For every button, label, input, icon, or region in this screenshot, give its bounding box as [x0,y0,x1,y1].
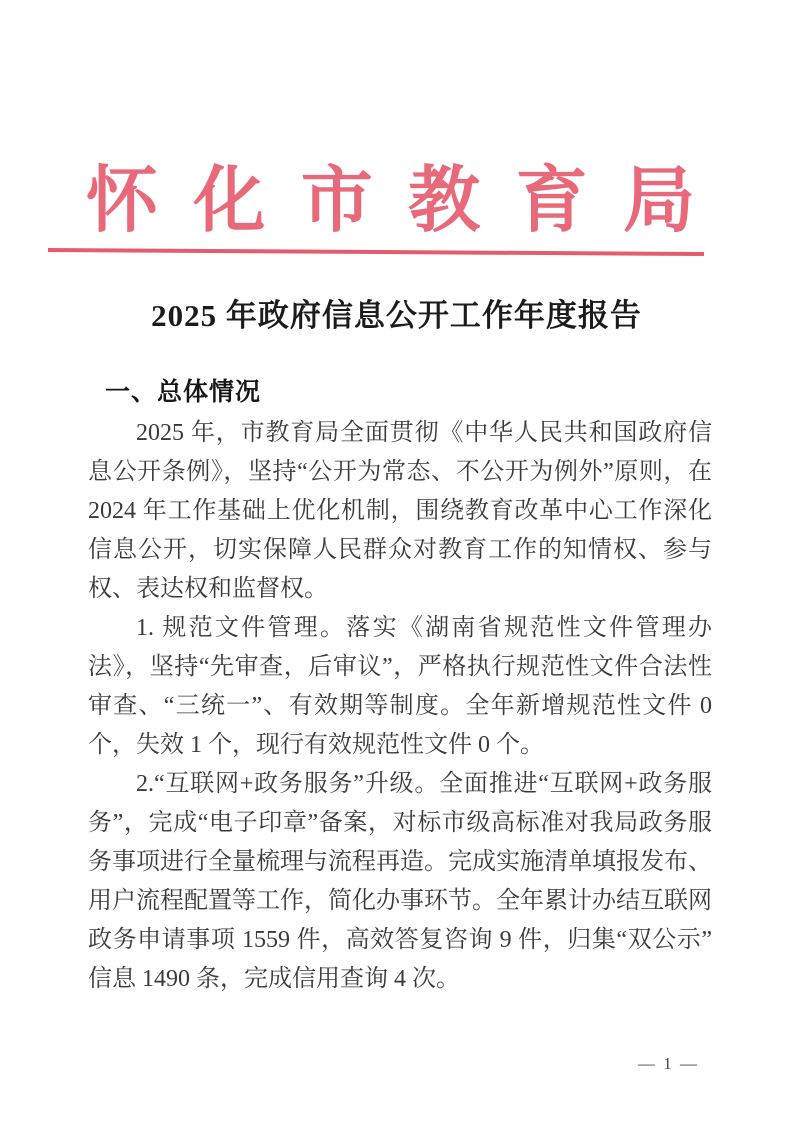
letterhead-divider-rule [48,248,704,256]
section-heading-overview: 一、总体情况 [105,378,262,406]
letterhead-char: 局 [622,161,695,241]
letterhead-char: 市 [300,161,373,241]
letterhead-char: 化 [193,161,266,241]
letterhead-title [86,160,695,242]
letterhead-char: 怀 [86,161,159,241]
document-body [88,414,712,999]
letterhead-char: 育 [515,161,588,241]
paragraph-internet-gov-services: 2.“互联网+政务服务”升级。全面推进“互联网+政务服务”，完成“电子印章”备案，对标市级高标准对我局政务服务事项进行全量梳理与流程再造。完成实施清单填报发布、用户流程配置等工作，简化办事环节。全年累计办结互联网政务申请事项 1559 件，高效答复咨询 9 件，归集“双公示”信息 1490 条，完成信用查询 4 次。 [88,771,712,992]
paragraph-general-overview: 2025 年，市教育局全面贯彻《中华人民共和国政府信息公开条例》，坚持“公开为常态、不公开为例外”原则，在 2024 年工作基础上优化机制，围绕教育改革中心工作深化信息公开，切实保障人民群众对教育工作的知情权、参与权、表达权和监督权。 [88,420,712,602]
page-number: — 1 — [638,1054,699,1073]
letterhead-char: 教 [408,161,481,241]
document-title: 2025 年政府信息公开工作年度报告 [151,298,642,333]
paragraph-normative-documents: 1. 规范文件管理。落实《湖南省规范性文件管理办法》，坚持“先审查，后审议”，严格执行规范性文件合法性审查、“三统一”、有效期等制度。全年新增规范性文件 0 个，失效 1 个，现行有效规范性文件 0 个。 [88,615,712,758]
